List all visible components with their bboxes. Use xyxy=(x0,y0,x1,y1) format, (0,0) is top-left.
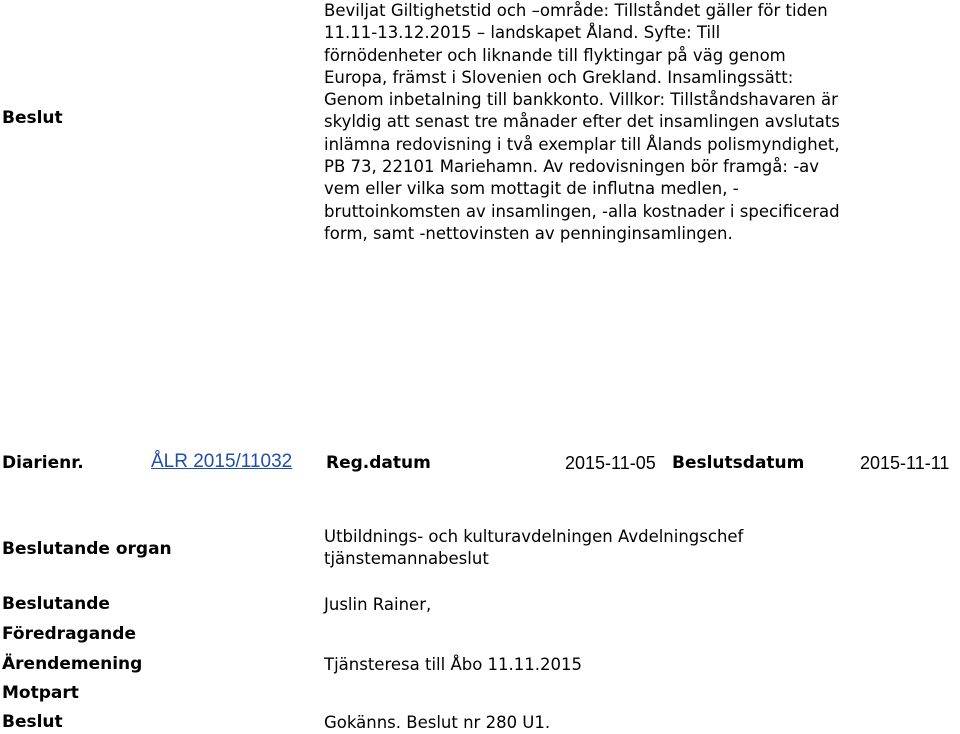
beslutande-label: Beslutande xyxy=(2,594,110,614)
regdatum-value: 2015-11-05 xyxy=(565,453,656,473)
beslut-text xyxy=(324,0,954,245)
beslut-line: förnödenheter och liknande till flyktingar på väg genom xyxy=(324,45,786,65)
beslutsdatum-value: 2015-11-11 xyxy=(860,453,950,473)
beslut-label: Beslut xyxy=(2,108,63,128)
organ-value-line: tjänstemannabeslut xyxy=(324,549,489,569)
regdatum-label: Reg.datum xyxy=(326,453,431,473)
beslutsdatum-label: Beslutsdatum xyxy=(672,453,805,473)
beslut-bottom-value: Gokänns. Beslut nr 280 U1. xyxy=(324,713,551,732)
diarienr-label: Diarienr. xyxy=(2,453,84,473)
beslut-line: Europa, främst i Slovenien och Grekland. Insamlingssätt: xyxy=(324,67,794,87)
organ-value-line: Utbildnings- och kulturavdelningen Avdelningschef xyxy=(324,527,744,546)
beslut-line: 11.11-13.12.2015 – landskapet Åland. Syfte: Till xyxy=(324,23,721,43)
beslutande-organ-label: Beslutande organ xyxy=(2,539,172,559)
beslut-line: skyldig att senast tre månader efter det insamlingen avslutats xyxy=(324,112,840,132)
arendemening-value: Tjänsteresa till Åbo 11.11.2015 xyxy=(324,655,583,674)
beslut-line: form, samt -nettovinsten av penninginsamlingen. xyxy=(324,223,733,243)
beslut-line: vem eller vilka som mottagit de influtna medlen, - xyxy=(324,179,739,199)
diarienr-link[interactable]: ÅLR 2015/11032 xyxy=(151,451,293,472)
foredragande-label: Föredragande xyxy=(2,624,136,644)
beslut-line: PB 73, 22101 Mariehamn. Av redovisningen bör framgå: -av xyxy=(324,157,820,177)
beslutande-value: Juslin Rainer, xyxy=(324,595,432,614)
arendemening-label: Ärendemening xyxy=(2,654,143,674)
beslut-line: Beviljat Giltighetstid och –område: Tillståndet gäller för tiden xyxy=(324,1,828,20)
motpart-label: Motpart xyxy=(2,683,79,703)
beslut-line: Genom inbetalning till bankkonto. Villkor: Tillståndshavaren är xyxy=(324,90,838,110)
beslut-line: inlämna redovisning i två exemplar till Ålands polismyndighet, xyxy=(324,134,840,154)
beslut-bottom-label: Beslut xyxy=(2,712,63,732)
beslut-line: bruttoinkomsten av insamlingen, -alla kostnader i specificerad xyxy=(324,201,840,221)
beslutande-organ-value xyxy=(324,526,743,571)
